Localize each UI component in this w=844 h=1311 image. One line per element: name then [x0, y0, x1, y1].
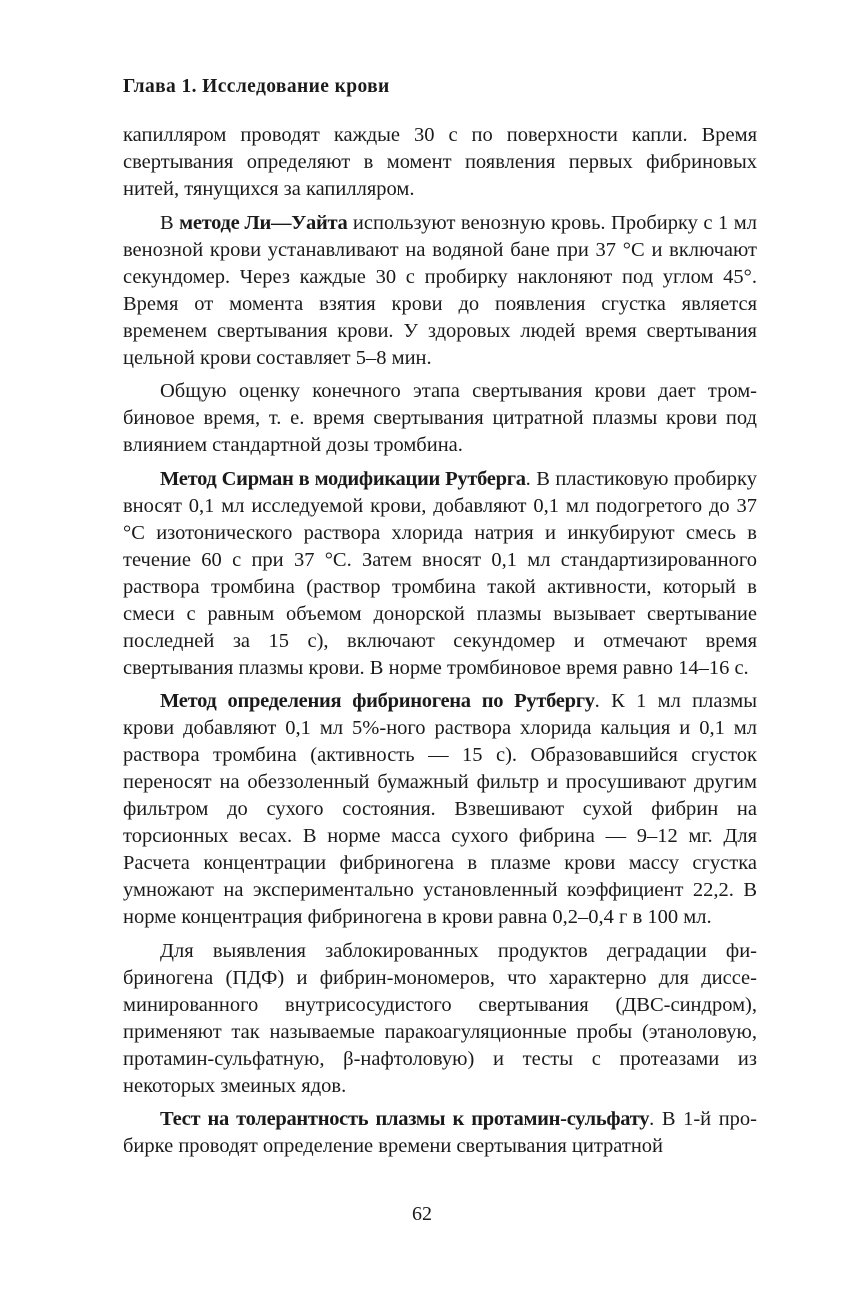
method-lee-white-heading: методе Ли—Уайта [179, 211, 348, 234]
paragraph-1: капилляром проводят каждые 30 с по поверхности капли. Время свертывания определяют в момент появления первых фибриновых нитей, тянущихся за капилляром. [123, 124, 757, 200]
paragraph-thrombin-time: Общую оценку конечного этапа свертывания крови дает тромбиновое время, т. е. время свертывания цитратной плазмы крови под влиянием стандартной дозы тромбина. [123, 380, 757, 456]
method-sirman-heading: Метод Сирман в модификации Рутберга [160, 467, 526, 490]
paragraph-paracoagulation: Для выявления заблокированных продуктов деградации фибриногена (ПДФ) и фибрин-мономеров, что характерно для диссеминированного внутрисосудистого свертывания (ДВС-синдром), применяют так называемые паракоагуляционные пробы (этаноловую, протамин-сульфатную, β-нафтоловую) и тесты с протеазами из некоторых змеиных ядов. [123, 939, 757, 1097]
protamine-test-heading: Тест на толерантность плазмы к протамин-сульфату [160, 1108, 650, 1130]
paragraph-protamine-test: Тест на толерантность плазмы к протамин-сульфату. В 1-й пробирке проводят определение времени свертывания цитратной [123, 1108, 757, 1157]
running-header: Глава 1. Исследование крови [123, 76, 390, 97]
page-number: 62 [412, 1203, 432, 1225]
paragraph-sirman-method: Метод Сирман в модификации Рутберга. В пластиковую пробирку вносят 0,1 мл исследуемой крови, добавляют 0,1 мл подогретого до 37 °С изотонического раствора хлорида натрия и инкубируют смесь в течение 60 с при 37 °С. Затем вносят 0,1 мл стандартизированного раствора тромбина (раствор тромбина такой активности, который в смеси с равным объемом донорской плазмы вызывает свертывание последней за 15 с), включают секундомер и отмечают время свертывания плазмы крови. В норме тромбиновое время равно 14–16 с. [123, 467, 757, 679]
paragraph-lee-white: В методе Ли—Уайта используют венозную кровь. Пробирку с 1 мл венозной крови устанавливают на водяной бане при 37 °С и включают секундомер. Через каждые 30 с пробирку наклоняют под углом 45°. Время от момента взятия крови до появления сгустка является временем свертывания крови. У здоровых людей время свертывания цельной крови составляет 5–8 мин. [123, 211, 757, 369]
paragraph-fibrinogen-method: Метод определения фибриногена по Рутбергу. К 1 мл плазмы крови добавляют 0,1 мл 5%-ного раствора хлорида кальция и 0,1 мл раствора тромбина (активность — 15 с). Образовавшийся сгусток переносят на обеззоленный бумажный фильтр и просушивают другим фильтром до сухого состояния. Взвешивают сухой фибрин на торсионных весах. В норме масса сухого фибрина — 9–12 мг. Для Расчета концентрации фибриногена в плазме крови массу сгустка умножают на экспериментально установленный коэффициент 22,2. В норме концентрация фибриногена в крови равна 0,2–0,4 г в 100 мл. [123, 690, 757, 928]
method-fibrinogen-heading: Метод определения фибриногена по Рутбергу [160, 690, 595, 712]
body-text [123, 122, 757, 1167]
